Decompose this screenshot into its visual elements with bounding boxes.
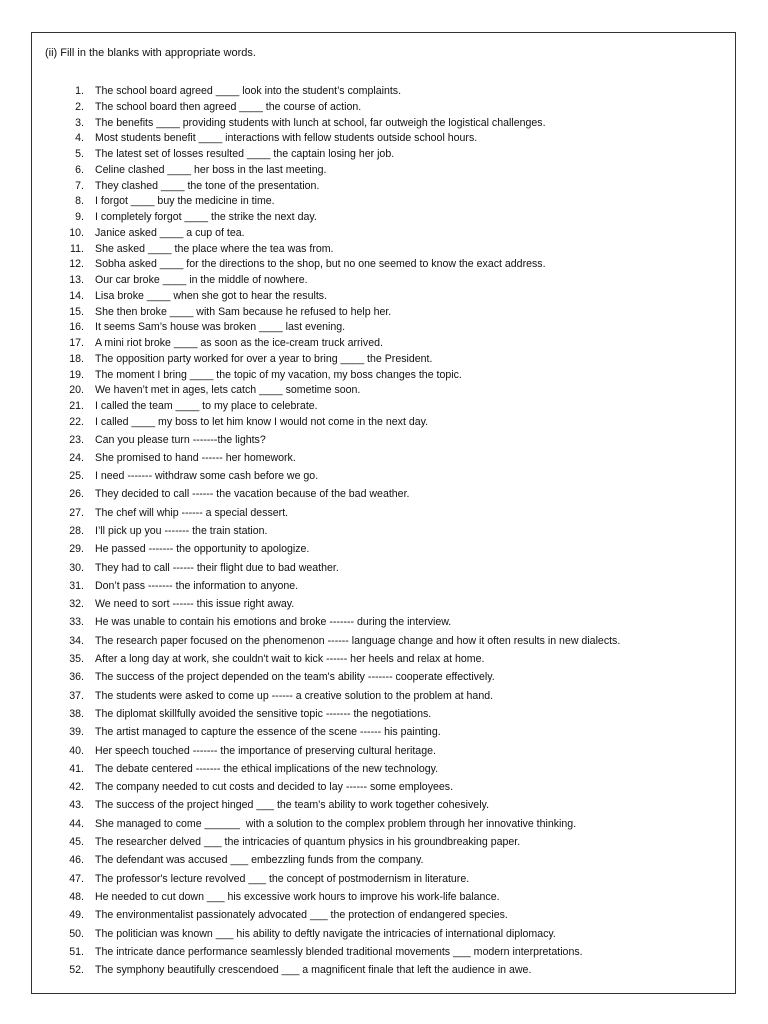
question-number: 41.: [69, 762, 84, 775]
question-number: 17.: [69, 337, 84, 349]
question-number: 26.: [69, 488, 84, 501]
question-text: The success of the project depended on the team's ability ------- cooperate effectively.: [95, 671, 495, 684]
question-text: The professor's lecture revolved ___ the concept of postmodernism in literature.: [95, 872, 470, 885]
question-text: We need to sort ------ this issue right away.: [95, 598, 295, 611]
question-item: [0, 870, 768, 888]
question-number: 4.: [75, 132, 84, 145]
question-text: The diplomat skillfully avoided the sensitive topic ------- the negotiations.: [95, 707, 432, 720]
question-text: The researcher delved ___ the intricacies of quantum physics in his groundbreaking paper.: [95, 836, 521, 849]
question-item: [0, 742, 768, 760]
question-number: 28.: [69, 524, 84, 537]
question-text: The artist managed to capture the essence of the scene ------ his painting.: [95, 726, 441, 739]
question-text: They clashed ____ the tone of the presentation.: [95, 179, 320, 192]
question-number: 35.: [69, 653, 84, 666]
question-text: The chef will whip ------ a special dessert.: [95, 506, 289, 519]
question-item: [0, 116, 768, 132]
question-number: 1.: [75, 85, 84, 97]
question-item: [0, 467, 768, 485]
question-number: 50.: [69, 927, 84, 940]
question-item: [0, 522, 768, 540]
question-number: 45.: [69, 836, 84, 849]
question-number: 20.: [69, 384, 84, 397]
question-item: [0, 383, 768, 399]
question-item: [0, 242, 768, 258]
question-text: A mini riot broke ____ as soon as the ice-cream truck arrived.: [95, 337, 383, 349]
question-item: [0, 632, 768, 650]
question-item: [0, 595, 768, 613]
question-number: 7.: [75, 179, 84, 192]
question-item: [0, 449, 768, 467]
question-number: 52.: [69, 964, 84, 977]
question-text: We haven’t met in ages, lets catch ____ sometime soon.: [95, 384, 361, 397]
question-text: She promised to hand ------ her homework.: [95, 451, 296, 464]
question-item: [0, 431, 768, 449]
question-number: 29.: [69, 543, 84, 556]
question-text: They had to call ------ their flight due to bad weather.: [95, 561, 339, 574]
question-item: [0, 210, 768, 226]
question-item: [0, 273, 768, 289]
question-number: 51.: [69, 945, 84, 958]
question-text: The latest set of losses resulted ____ the captain losing her job.: [95, 148, 395, 160]
question-text: I need ------- withdraw some cash before we go.: [95, 470, 319, 483]
question-number: 5.: [75, 148, 84, 160]
question-text: I called ____ my boss to let him know I would not come in the next day.: [95, 415, 429, 428]
question-number: 10.: [69, 226, 84, 239]
question-item: [0, 194, 768, 210]
question-item: [0, 352, 768, 368]
question-number: 47.: [69, 872, 84, 885]
question-text: Can you please turn -------the lights?: [95, 433, 266, 446]
question-text: They decided to call ------ the vacation because of the bad weather.: [95, 488, 410, 501]
question-number: 42.: [69, 781, 84, 794]
question-item: [0, 815, 768, 833]
question-item: [0, 226, 768, 242]
question-item: [0, 336, 768, 352]
question-text: Her speech touched ------- the importance of preserving cultural heritage.: [95, 744, 436, 757]
question-number: 32.: [69, 598, 84, 611]
question-text: I’ll pick up you ------- the train station.: [95, 524, 268, 537]
question-number: 23.: [69, 433, 84, 446]
question-item: [0, 668, 768, 686]
question-item: [0, 778, 768, 796]
question-item: [0, 147, 768, 163]
question-item: [0, 705, 768, 723]
question-text: The intricate dance performance seamlessly blended traditional movements ___ modern interpretations.: [95, 945, 583, 958]
question-text: He passed ------- the opportunity to apologize.: [95, 543, 310, 556]
question-number: 15.: [69, 305, 84, 318]
question-number: 21.: [69, 400, 84, 412]
question-text: Janice asked ____ a cup of tea.: [95, 226, 245, 239]
question-item: [0, 399, 768, 415]
question-item: [0, 796, 768, 814]
question-number: 40.: [69, 744, 84, 757]
question-item: [0, 163, 768, 179]
question-text: Most students benefit ____ interactions with fellow students outside school hours.: [95, 132, 478, 145]
question-text: Sobha asked ____ for the directions to the shop, but no one seemed to know the exact address.: [95, 258, 546, 271]
question-item: [0, 925, 768, 943]
question-item: [0, 305, 768, 321]
question-item: [0, 100, 768, 116]
question-item: [0, 131, 768, 147]
worksheet-heading: (ii) Fill in the blanks with appropriate words.: [45, 47, 256, 59]
question-number: 12.: [69, 258, 84, 271]
question-number: 49.: [69, 909, 84, 922]
question-text: It seems Sam’s house was broken ____ last evening.: [95, 321, 346, 334]
question-number: 14.: [69, 289, 84, 302]
question-item: [0, 257, 768, 273]
question-item: [0, 687, 768, 705]
question-number: 31.: [69, 579, 84, 592]
question-text: She managed to come ______ with a solution to the complex problem through her innovative thinking.: [95, 817, 577, 830]
question-text: The school board then agreed ____ the course of action.: [95, 100, 362, 113]
question-text: The students were asked to come up ------ a creative solution to the problem at hand.: [95, 689, 494, 702]
question-text: The environmentalist passionately advocated ___ the protection of endangered species.: [95, 909, 508, 922]
question-text: Don’t pass ------- the information to anyone.: [95, 579, 299, 592]
question-item: [0, 723, 768, 741]
question-number: 27.: [69, 506, 84, 519]
question-item: [0, 961, 768, 979]
question-number: 37.: [69, 689, 84, 702]
question-text: He was unable to contain his emotions and broke ------- during the interview.: [95, 616, 452, 629]
question-number: 8.: [75, 195, 84, 208]
question-item: [0, 851, 768, 869]
question-text: The benefits ____ providing students with lunch at school, far outweigh the logistical challenges.: [95, 116, 546, 129]
question-number: 6.: [75, 163, 84, 176]
question-item: [0, 368, 768, 384]
question-text: Celine clashed ____ her boss in the last meeting.: [95, 163, 327, 176]
question-item: [0, 485, 768, 503]
question-number: 34.: [69, 634, 84, 647]
question-item: [0, 540, 768, 558]
question-text: The symphony beautifully crescendoed ___ a magnificent finale that left the audience in awe.: [95, 964, 532, 977]
question-number: 43.: [69, 799, 84, 812]
question-text: The opposition party worked for over a year to bring ____ the President.: [95, 352, 433, 365]
question-number: 22.: [69, 415, 84, 428]
question-text: The debate centered ------- the ethical implications of the new technology.: [95, 762, 439, 775]
question-number: 16.: [69, 321, 84, 334]
question-text: I called the team ____ to my place to celebrate.: [95, 400, 318, 412]
question-item: [0, 943, 768, 961]
question-item: [0, 320, 768, 336]
question-text: I completely forgot ____ the strike the next day.: [95, 211, 317, 223]
question-number: 9.: [75, 211, 84, 223]
question-number: 39.: [69, 726, 84, 739]
question-number: 36.: [69, 671, 84, 684]
question-number: 3.: [75, 116, 84, 129]
question-number: 33.: [69, 616, 84, 629]
question-text: She then broke ____ with Sam because he refused to help her.: [95, 305, 392, 318]
question-item: [0, 84, 768, 100]
question-text: The school board agreed ____ look into the student’s complaints.: [95, 85, 402, 97]
question-text: The success of the project hinged ___ the team's ability to work together cohesively.: [95, 799, 490, 812]
question-text: The politician was known ___ his ability to deftly navigate the intricacies of international diplomacy.: [95, 927, 556, 940]
question-number: 30.: [69, 561, 84, 574]
question-number: 25.: [69, 470, 84, 483]
question-text: I forgot ____ buy the medicine in time.: [95, 195, 275, 208]
question-item: [0, 504, 768, 522]
question-text: The defendant was accused ___ embezzling funds from the company.: [95, 854, 424, 867]
question-item: [0, 179, 768, 195]
question-number: 2.: [75, 100, 84, 113]
question-item: [0, 833, 768, 851]
question-text: Our car broke ____ in the middle of nowhere.: [95, 274, 308, 286]
question-item: [0, 760, 768, 778]
question-text: Lisa broke ____ when she got to hear the results.: [95, 289, 328, 302]
question-list: [0, 84, 768, 979]
question-item: [0, 577, 768, 595]
question-text: The moment I bring ____ the topic of my vacation, my boss changes the topic.: [95, 368, 462, 381]
question-number: 44.: [69, 817, 84, 830]
question-item: [0, 613, 768, 631]
question-number: 11.: [70, 242, 84, 255]
question-number: 48.: [69, 890, 84, 903]
question-text: She asked ____ the place where the tea was from.: [95, 242, 334, 255]
question-number: 13.: [69, 274, 84, 286]
question-number: 24.: [69, 451, 84, 464]
question-number: 19.: [69, 368, 84, 381]
question-number: 46.: [69, 854, 84, 867]
question-item: [0, 906, 768, 924]
question-item: [0, 888, 768, 906]
question-item: [0, 289, 768, 305]
question-text: The research paper focused on the phenomenon ------ language change and how it often results in new dialects.: [95, 634, 621, 647]
question-item: [0, 559, 768, 577]
question-text: After a long day at work, she couldn't wait to kick ------ her heels and relax at home.: [95, 653, 485, 666]
question-text: The company needed to cut costs and decided to lay ------ some employees.: [95, 781, 454, 794]
question-number: 18.: [69, 352, 84, 365]
question-number: 38.: [69, 707, 84, 720]
question-item: [0, 415, 768, 431]
question-text: He needed to cut down ___ his excessive work hours to improve his work-life balance.: [95, 890, 500, 903]
question-item: [0, 650, 768, 668]
